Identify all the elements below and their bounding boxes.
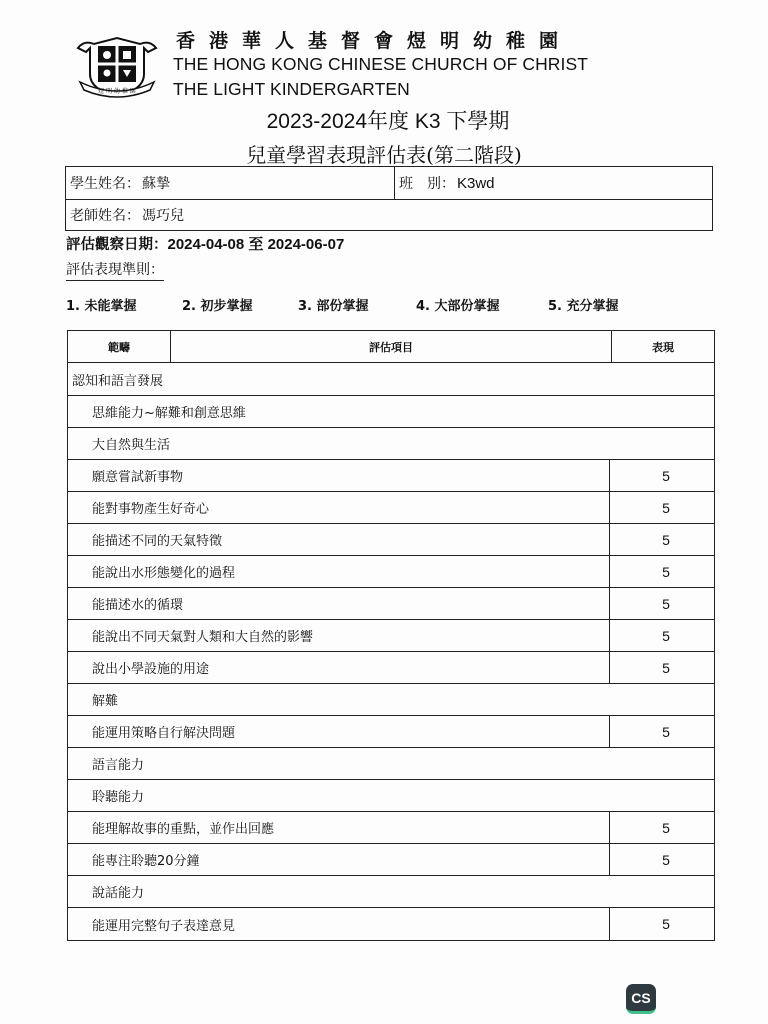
item-label: 能說出水形態變化的過程	[68, 556, 610, 587]
item-label: 能運用策略自行解決問題	[68, 716, 610, 747]
item-label: 能描述水的循環	[68, 588, 610, 619]
criteria-level-1: 1. 未能掌握	[66, 299, 137, 314]
subsection-heading: 聆聽能力	[92, 790, 145, 805]
camscanner-badge: CS	[626, 984, 656, 1014]
table-body	[68, 363, 714, 940]
observation-date	[66, 233, 344, 254]
school-name-english-line2: THE LIGHT KINDERGARTEN	[173, 79, 410, 99]
report-title: 兒童學習表現評估表(第二階段)	[246, 143, 522, 167]
table-row	[68, 812, 714, 844]
item-label: 能說出不同天氣對人類和大自然的影響	[68, 620, 610, 651]
item-score: 5	[662, 723, 670, 740]
observation-date-label: 評估觀察日期：	[66, 237, 168, 253]
item-label: 能運用完整句子表達意見	[68, 908, 610, 940]
table-row	[68, 716, 714, 748]
item-score: 5	[662, 627, 670, 644]
student-name-value: 蘇摯	[142, 176, 170, 192]
teacher-label: 老師姓名：	[70, 208, 140, 224]
item-label: 說出小學設施的用途	[68, 652, 610, 683]
class-cell	[395, 167, 712, 199]
criteria-level-2: 2. 初步掌握	[182, 299, 253, 314]
subsection-heading: 大自然與生活	[92, 438, 171, 453]
item-score: 5	[662, 499, 670, 516]
subsection-heading: 語言能力	[92, 758, 145, 773]
header-item: 評估項目	[171, 331, 612, 362]
school-name-english-line1: THE HONG KONG CHINESE CHURCH OF CHRIST	[173, 54, 589, 74]
item-label: 能描述不同的天氣特徵	[68, 524, 610, 555]
table-row	[68, 460, 714, 492]
item-label: 能理解故事的重點，並作出回應	[68, 812, 610, 843]
section-row	[68, 363, 714, 396]
criteria-level-3: 3. 部份掌握	[298, 299, 369, 314]
class-value: K3wd	[457, 174, 495, 192]
item-score: 5	[662, 659, 670, 676]
section-row	[68, 428, 714, 460]
section-row	[68, 396, 714, 428]
school-name-chinese: 香港華人基督會煜明幼稚園	[176, 30, 573, 52]
assessment-table	[67, 330, 715, 941]
teacher-cell	[66, 200, 184, 230]
subsection-heading: 說話能力	[92, 886, 145, 901]
school-crest-icon	[74, 34, 160, 98]
item-score: 5	[662, 467, 670, 484]
criteria-level-4: 4. 大部份掌握	[416, 299, 500, 314]
class-label: 班 別：	[399, 176, 455, 192]
section-row	[68, 876, 714, 908]
domain-heading: 認知和語言發展	[72, 373, 164, 389]
criteria-level-5: 5. 充分掌握	[548, 299, 619, 314]
item-score: 5	[662, 595, 670, 612]
table-row	[68, 588, 714, 620]
table-row	[68, 524, 714, 556]
table-row	[68, 652, 714, 684]
observation-date-range: 2024-04-08 至 2024-06-07	[167, 236, 345, 253]
section-row	[68, 748, 714, 780]
item-score: 5	[662, 563, 670, 580]
section-row	[68, 684, 714, 716]
student-name-label: 學生姓名：	[70, 176, 140, 192]
teacher-value: 馮巧兒	[142, 208, 184, 224]
item-score: 5	[662, 819, 670, 836]
table-header	[68, 331, 714, 363]
report-term: 2023-2024年度 K3 下學期	[266, 110, 510, 133]
item-score: 5	[662, 851, 670, 868]
table-row	[68, 620, 714, 652]
header-score: 表現	[652, 340, 674, 354]
subsection-heading: 思維能力~解難和創意思維	[92, 406, 246, 421]
student-name-cell	[66, 167, 395, 199]
criteria-title: 評估表現準則：	[66, 259, 164, 281]
item-score: 5	[662, 916, 670, 932]
header-domain: 範疇	[68, 331, 171, 362]
item-label: 能專注聆聽20分鐘	[68, 844, 610, 875]
student-info-row	[65, 166, 713, 200]
item-label: 願意嘗試新事物	[68, 460, 610, 491]
teacher-info-row	[65, 199, 713, 231]
section-row	[68, 780, 714, 812]
table-row	[68, 908, 714, 940]
svg-text:煜 明 幼 稚 園: 煜 明 幼 稚 園	[98, 88, 136, 95]
table-row	[68, 492, 714, 524]
item-score: 5	[662, 531, 670, 548]
item-label: 能對事物產生好奇心	[68, 492, 610, 523]
subsection-heading: 解難	[92, 694, 119, 709]
table-row	[68, 844, 714, 876]
table-row	[68, 556, 714, 588]
